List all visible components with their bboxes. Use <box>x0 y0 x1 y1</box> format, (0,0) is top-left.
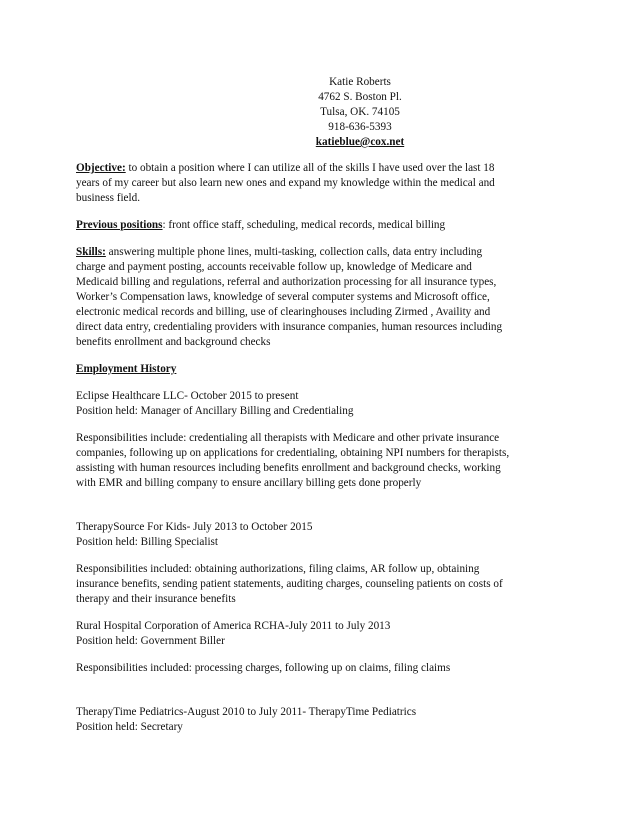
job-title: Rural Hospital Corporation of America RCHA-July 2011 to July 2013 <box>76 620 391 632</box>
job-entry <box>76 705 556 735</box>
job-position: Position held: Billing Specialist <box>76 536 219 548</box>
job-title: Eclipse Healthcare LLC- October 2015 to present <box>76 390 299 402</box>
city-state-zip: Tulsa, OK. 74105 <box>320 106 400 118</box>
employment-heading-wrap <box>76 362 556 377</box>
job-responsibility-line: Responsibilities included: processing charges, following up on claims, filing claims <box>76 662 451 674</box>
job-responsibility-line: with EMR and billing company to ensure ancillary billing gets done properly <box>76 477 422 489</box>
contact-header <box>164 75 556 150</box>
skills-text-line: direct data entry, credentialing providers with insurance companies, human resources including <box>76 321 503 333</box>
job-responsibility-line: Responsibilities include: credentialing all therapists with Medicare and other private insurance <box>76 432 500 444</box>
objective-label: Objective: <box>76 162 126 174</box>
job-responsibility-line: assisting with human resources including benefits enrollment and background checks, working <box>76 462 501 474</box>
objective-section <box>76 161 556 206</box>
previous-positions-section <box>76 218 556 233</box>
job-position: Position held: Manager of Ancillary Billing and Credentialing <box>76 405 354 417</box>
spacer <box>76 503 556 520</box>
job-entry <box>76 520 556 607</box>
objective-text-line: to obtain a position where I can utilize all of the skills I have used over the last 18 <box>125 162 495 174</box>
job-entry <box>76 619 556 676</box>
skills-text-line: answering multiple phone lines, multi-tasking, collection calls, data entry including <box>105 246 483 258</box>
skills-section <box>76 245 556 350</box>
skills-text-line: Worker’s Compensation laws, knowledge of several computer systems and Microsoft office, <box>76 291 490 303</box>
job-responsibility-line: Responsibilities included: obtaining authorizations, filing claims, AR follow up, obtaining <box>76 563 480 575</box>
spacer <box>76 688 556 705</box>
skills-label: Skills: <box>76 246 106 258</box>
previous-positions-text: : front office staff, scheduling, medical records, medical billing <box>162 219 446 231</box>
job-entry <box>76 389 556 491</box>
job-responsibility-line: companies, following up on applications for credentialing, obtaining NPI numbers for therapists, <box>76 447 510 459</box>
phone-number: 918-636-5393 <box>328 121 392 133</box>
street-address: 4762 S. Boston Pl. <box>318 91 402 103</box>
job-responsibility-line: insurance benefits, sending patient statements, auditing charges, counseling patients on costs of <box>76 578 503 590</box>
skills-text-line: Medicaid billing and regulations, referral and authorization processing for all insurance types, <box>76 276 497 288</box>
job-position: Position held: Secretary <box>76 721 183 733</box>
skills-text-line: electronic medical records and billing, use of clearinghouses including Zirmed , Availity and <box>76 306 491 318</box>
objective-text-line: business field. <box>76 192 141 204</box>
job-position: Position held: Government Biller <box>76 635 225 647</box>
job-title: TherapyTime Pediatrics-August 2010 to July 2011- TherapyTime Pediatrics <box>76 706 417 718</box>
resume-page <box>76 75 556 747</box>
candidate-name: Katie Roberts <box>329 76 391 88</box>
email-link[interactable]: katieblue@cox.net <box>315 136 405 148</box>
job-responsibility-line: therapy and their insurance benefits <box>76 593 236 605</box>
employment-history-heading: Employment History <box>76 363 177 375</box>
skills-text-line: charge and payment posting, accounts receivable follow up, knowledge of Medicare and <box>76 261 472 273</box>
objective-text-line: years of my career but also learn new ones and expand my knowledge within the medical and <box>76 177 495 189</box>
previous-positions-label: Previous positions <box>76 219 163 231</box>
job-title: TherapySource For Kids- July 2013 to October 2015 <box>76 521 313 533</box>
skills-text-line: benefits enrollment and background checks <box>76 336 271 348</box>
